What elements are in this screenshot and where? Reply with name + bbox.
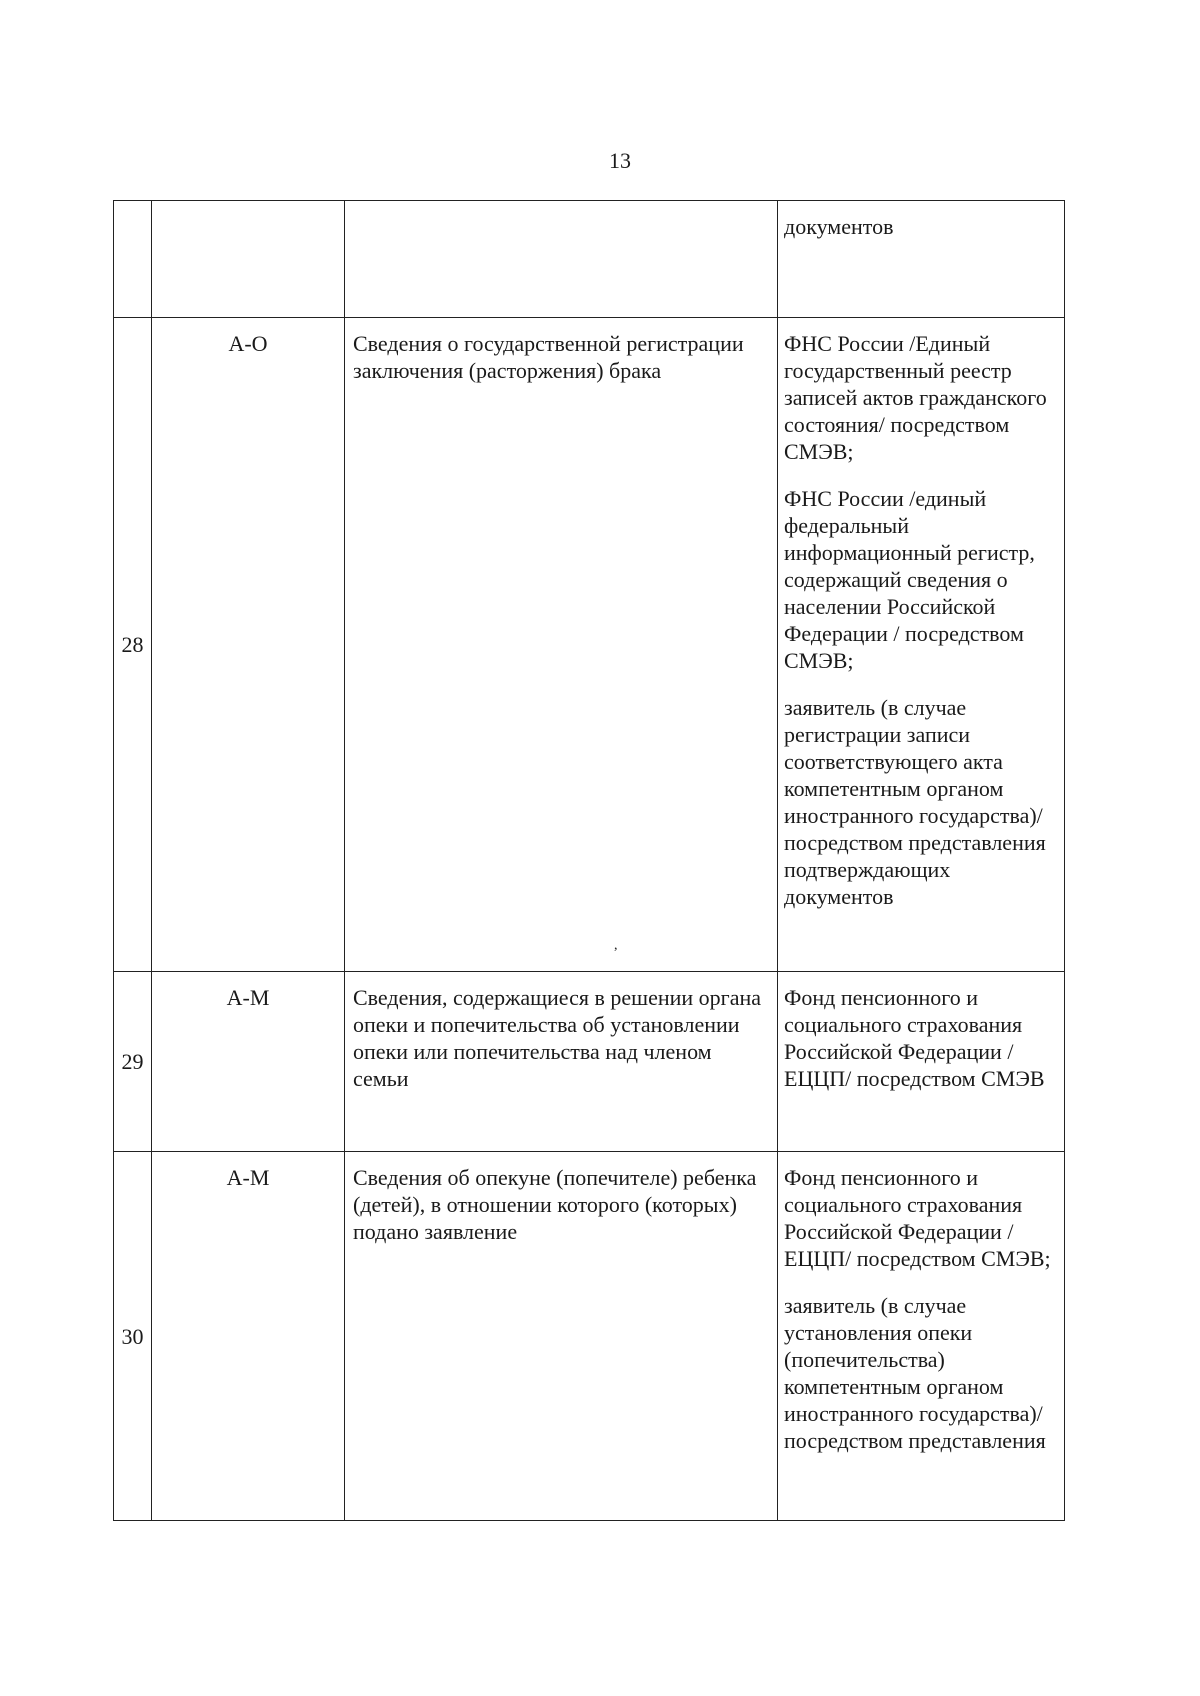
description-cell: Сведения о государственной регистрации заключения (расторжения) брака (345, 318, 778, 972)
source-text: ФНС России /единый федеральный информационный регистр, содержащий сведения о населении Российской Федерации / посредством СМЭВ; (784, 486, 1035, 673)
table-row (114, 972, 1065, 1152)
description-cell: Сведения об опекуне (попечителе) ребенка (детей), в отношении которого (которых) подано заявление (345, 1152, 778, 1521)
table-row (114, 318, 1065, 972)
source-text: ФНС России /Единый государственный реестр записей актов гражданского состояния/ посредством СМЭВ; (784, 331, 1047, 464)
description-cell: Сведения, содержащиеся в решении органа опеки и попечительства об установлении опеки или попечительства над членом семьи (345, 972, 778, 1152)
code-cell: А-М (152, 1152, 345, 1521)
code-cell: А-М (152, 972, 345, 1152)
page-number: 13 (609, 148, 631, 173)
source-cell (778, 1152, 1065, 1521)
document-table (113, 200, 1065, 1521)
code-cell: А-О (152, 318, 345, 972)
table-row (114, 1152, 1065, 1521)
row-number-cell: 30 (114, 1152, 152, 1521)
description-cell (345, 201, 778, 318)
source-cell (778, 201, 1065, 318)
source-text: Фонд пенсионного и социального страхования Российской Федерации / ЕЦЦП/ посредством СМЭВ; (784, 1165, 1051, 1271)
source-text: документов (784, 214, 894, 239)
source-cell (778, 972, 1065, 1152)
table-row (114, 201, 1065, 318)
row-number-cell (114, 201, 152, 318)
code-cell (152, 201, 345, 318)
source-text: Фонд пенсионного и социального страхования Российской Федерации / ЕЦЦП/ посредством СМЭВ (784, 985, 1045, 1091)
source-text: заявитель (в случае установления опеки (попечительства) компетентным органом иностранного государства)/посредством представления (784, 1293, 1046, 1453)
scan-speck: , (614, 938, 618, 953)
row-number-cell: 29 (114, 972, 152, 1152)
source-text: заявитель (в случае регистрации записи соответствующего акта компетентным органом иностранного государства)/посредством представления подтверждающих документов (784, 695, 1046, 909)
row-number-cell: 28 (114, 318, 152, 972)
source-cell (778, 318, 1065, 972)
